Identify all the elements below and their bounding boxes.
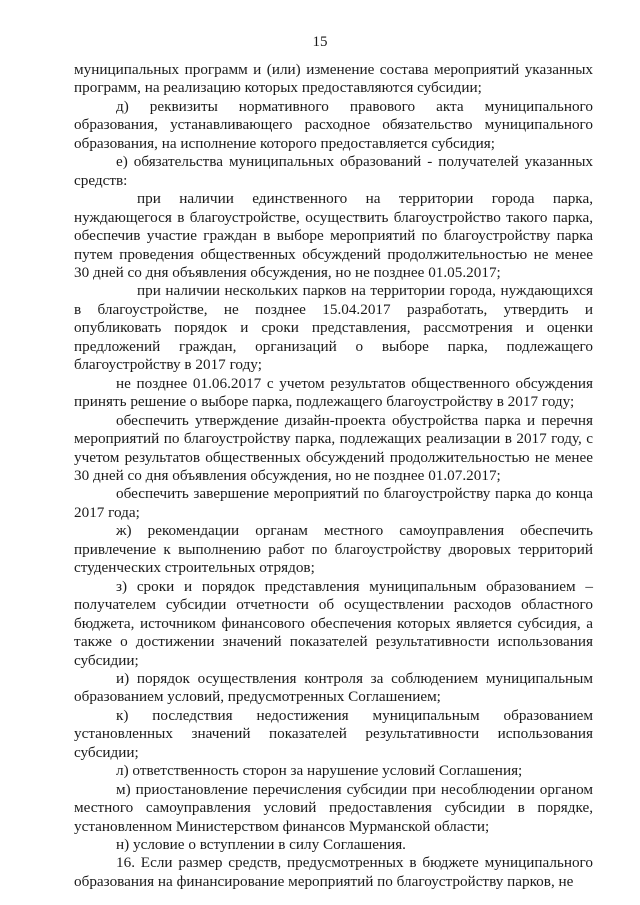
- paragraph-item-z: з) сроки и порядок представления муниципальным образованием – получателем субсидии отчетности об осуществлении расходов областного бюджета, источником финансового обеспечения которых является субсидия, а также о достижении значений показателей результативности использования субсидии;: [74, 577, 593, 669]
- paragraph-completion: обеспечить завершение мероприятий по благоустройству парка до конца 2017 года;: [74, 485, 593, 521]
- paragraph-several-parks: при наличии нескольких парков на территории города, нуждающихся в благоустройстве, не позднее 15.04.2017 разработать, утвердить и опубликовать порядок и сроки представления, рассмотрения и оценки предложений граждан, организаций о выборе парка, подлежащего благоустройству в 2017 году;: [74, 282, 593, 374]
- paragraph-single-park: при наличии единственного на территории города парка, нуждающегося в благоустройстве, осуществить благоустройство такого парка, обеспечив участие граждан в выборе мероприятий по благоустройству парка путем проведения общественных обсуждений продолжительностью не менее 30 дней со дня объявления обсуждения, но не позднее 01.05.2017;: [74, 190, 593, 281]
- page-number: 15: [312, 34, 328, 50]
- paragraph-item-d: д) реквизиты нормативного правового акта муниципального образования, устанавливающего расходное обязательство муниципального образования, на исполнение которого предоставляется субсидия;: [74, 97, 593, 152]
- paragraph-item-m: м) приостановление перечисления субсидии при несоблюдении органом местного самоуправления условий предоставления субсидии в порядке, установленном Министерством финансов Мурманской области;: [74, 780, 593, 835]
- paragraph-item-k: к) последствия недостижения муниципальным образованием установленных значений показателей результативности использования субсидии;: [74, 706, 593, 761]
- paragraph-programs-continuation: муниципальных программ и (или) изменение состава мероприятий указанных программ, на реализацию которых предоставляются субсидии;: [74, 61, 593, 97]
- paragraph-design-project: обеспечить утверждение дизайн-проекта обустройства парка и перечня мероприятий по благоустройству парка, подлежащих реализации в 2017 году, с учетом результатов общественных обсуждений продолжительностью не менее 30 дней со дня объявления обсуждения, но не позднее 01.07.2017;: [74, 411, 593, 484]
- document-body: [74, 61, 593, 891]
- paragraph-item-zh: ж) рекомендации органам местного самоуправления обеспечить привлечение к выполнению работ по благоустройству дворовых территорий студенческих строительных отрядов;: [74, 522, 593, 577]
- paragraph-item-i: и) порядок осуществления контроля за соблюдением муниципальным образованием условий, предусмотренных Соглашением;: [74, 669, 593, 706]
- paragraph-item-e: е) обязательства муниципальных образований - получателей указанных средств:: [74, 153, 593, 189]
- paragraph-item-n: н) условие о вступлении в силу Соглашения.: [116, 836, 406, 854]
- paragraph-section-16: 16. Если размер средств, предусмотренных в бюджете муниципального образования на финансирование мероприятий по благоустройству парков, не: [74, 854, 593, 890]
- paragraph-item-l: л) ответственность сторон за нарушение условий Соглашения;: [116, 762, 523, 780]
- paragraph-park-decision: не позднее 01.06.2017 с учетом результатов общественного обсуждения принять решение о выборе парка, подлежащего благоустройству в 2017 году;: [74, 374, 593, 411]
